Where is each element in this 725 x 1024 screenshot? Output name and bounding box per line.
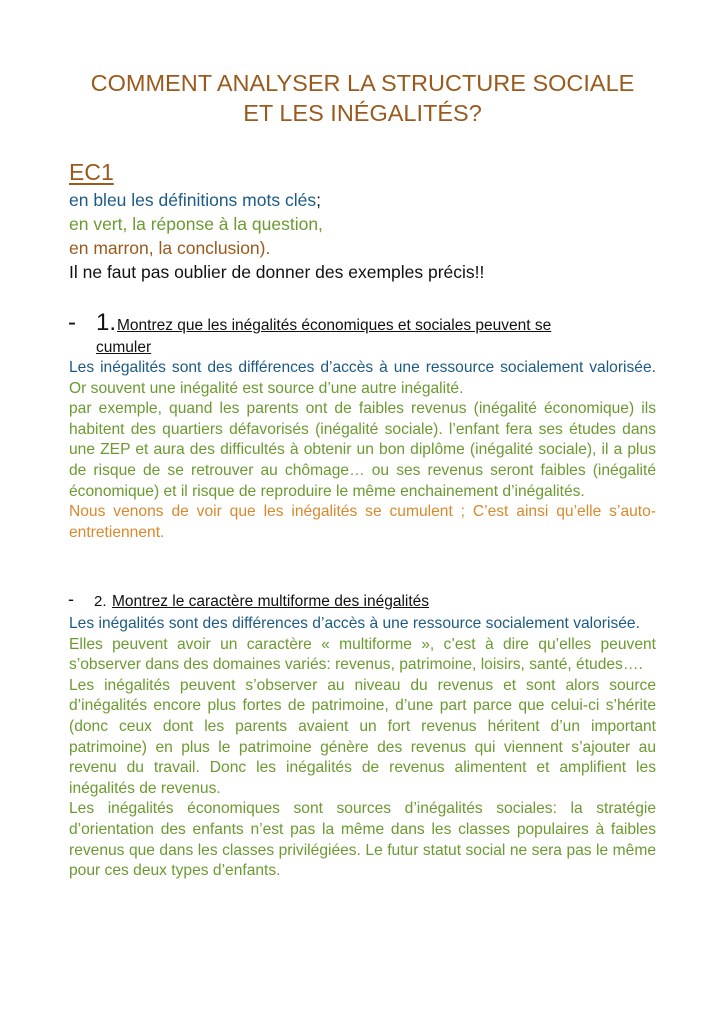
question-2-number: 2. — [94, 593, 107, 610]
question-2-answer — [69, 614, 656, 882]
q2-definition: Les inégalités sont des différences d’accès à une ressource socialement valorisée. — [69, 615, 640, 632]
question-2-bullet: - — [68, 589, 74, 609]
q2-paragraph-2: Les inégalités peuvent s’observer au niveau du revenus et sont alors source d’inégalités encore plus fortes de patrimoine, d’une part parce que celui-ci s’hérite (donc ceux dont les parents avaient un fort revenus héritent d’un important patrimoine) en plus le patrimoine génère des revenus qui viennent s’ajouter au revenu du travail. Donc les inégalités de revenus alimentent et amplifient les inégalités de revenus. — [69, 676, 656, 797]
legend-blue: en bleu les définitions mots clés — [69, 190, 317, 210]
legend-reminder: Il ne faut pas oublier de donner des exemples précis!! — [69, 262, 485, 282]
title-line-1: COMMENT ANALYSER LA STRUCTURE SOCIALE — [90, 70, 635, 96]
q1-definition: Les inégalités sont des différences d’accès à une ressource socialement valorisée. — [69, 359, 656, 376]
title-line-2: ET LES INÉGALITÉS? — [243, 100, 482, 126]
legend-blue-line — [69, 188, 484, 212]
question-1-answer — [69, 358, 656, 543]
q1-definition-paragraph — [69, 358, 656, 399]
q1-conclusion: Nous venons de voir que les inégalités se cumulent ; C’est ainsi qu’elle s’auto-entretiennent. — [69, 503, 656, 541]
question-2-text: Montrez le caractère multiforme des inégalités — [112, 593, 430, 610]
legend-brown: en marron, la conclusion). — [69, 238, 271, 258]
question-1-bullet: - — [68, 309, 76, 336]
legend-blue-punct: ; — [316, 190, 321, 210]
section-heading-ec1: EC1 — [69, 159, 114, 185]
question-1-number: 1. — [96, 309, 117, 336]
q2-paragraph-1: Elles peuvent avoir un caractère « multiforme », c’est à dire qu’elles peuvent s’observer dans des domaines variés: revenus, patrimoine, loisirs, santé, études…. — [69, 635, 656, 674]
legend-green: en vert, la réponse à la question, — [69, 214, 323, 234]
question-1-text: Montrez que les inégalités économiques et sociales peuvent se — [117, 317, 552, 334]
q1-answer-paragraph: par exemple, quand les parents ont de faibles revenus (inégalité économique) ils habitent des quartiers défavorisés (inégalité sociale). l’enfant fera ses études dans une ZEP et aura des difficultés à obtenir un bon diplôme (inégalité sociale), il a plus de risque de se retrouver au chômage… ou ses revenus seront faibles (inégalité économique) et il risque de reproduire le même enchainement d’inégalités. — [69, 400, 656, 500]
page-title — [40, 68, 685, 128]
q1-definition-tail: Or souvent une inégalité est source d’une autre inégalité. — [69, 379, 464, 397]
color-legend — [69, 188, 484, 284]
question-1-text-cont: cumuler — [96, 339, 152, 356]
q2-paragraph-3: Les inégalités économiques sont sources d’inégalités sociales: la stratégie d’orientation des enfants n’est pas la même dans les classes populaires à faibles revenus que dans les classes privilégiées. Le futur statut social ne sera pas le même pour ces deux types d’enfants. — [69, 800, 656, 880]
